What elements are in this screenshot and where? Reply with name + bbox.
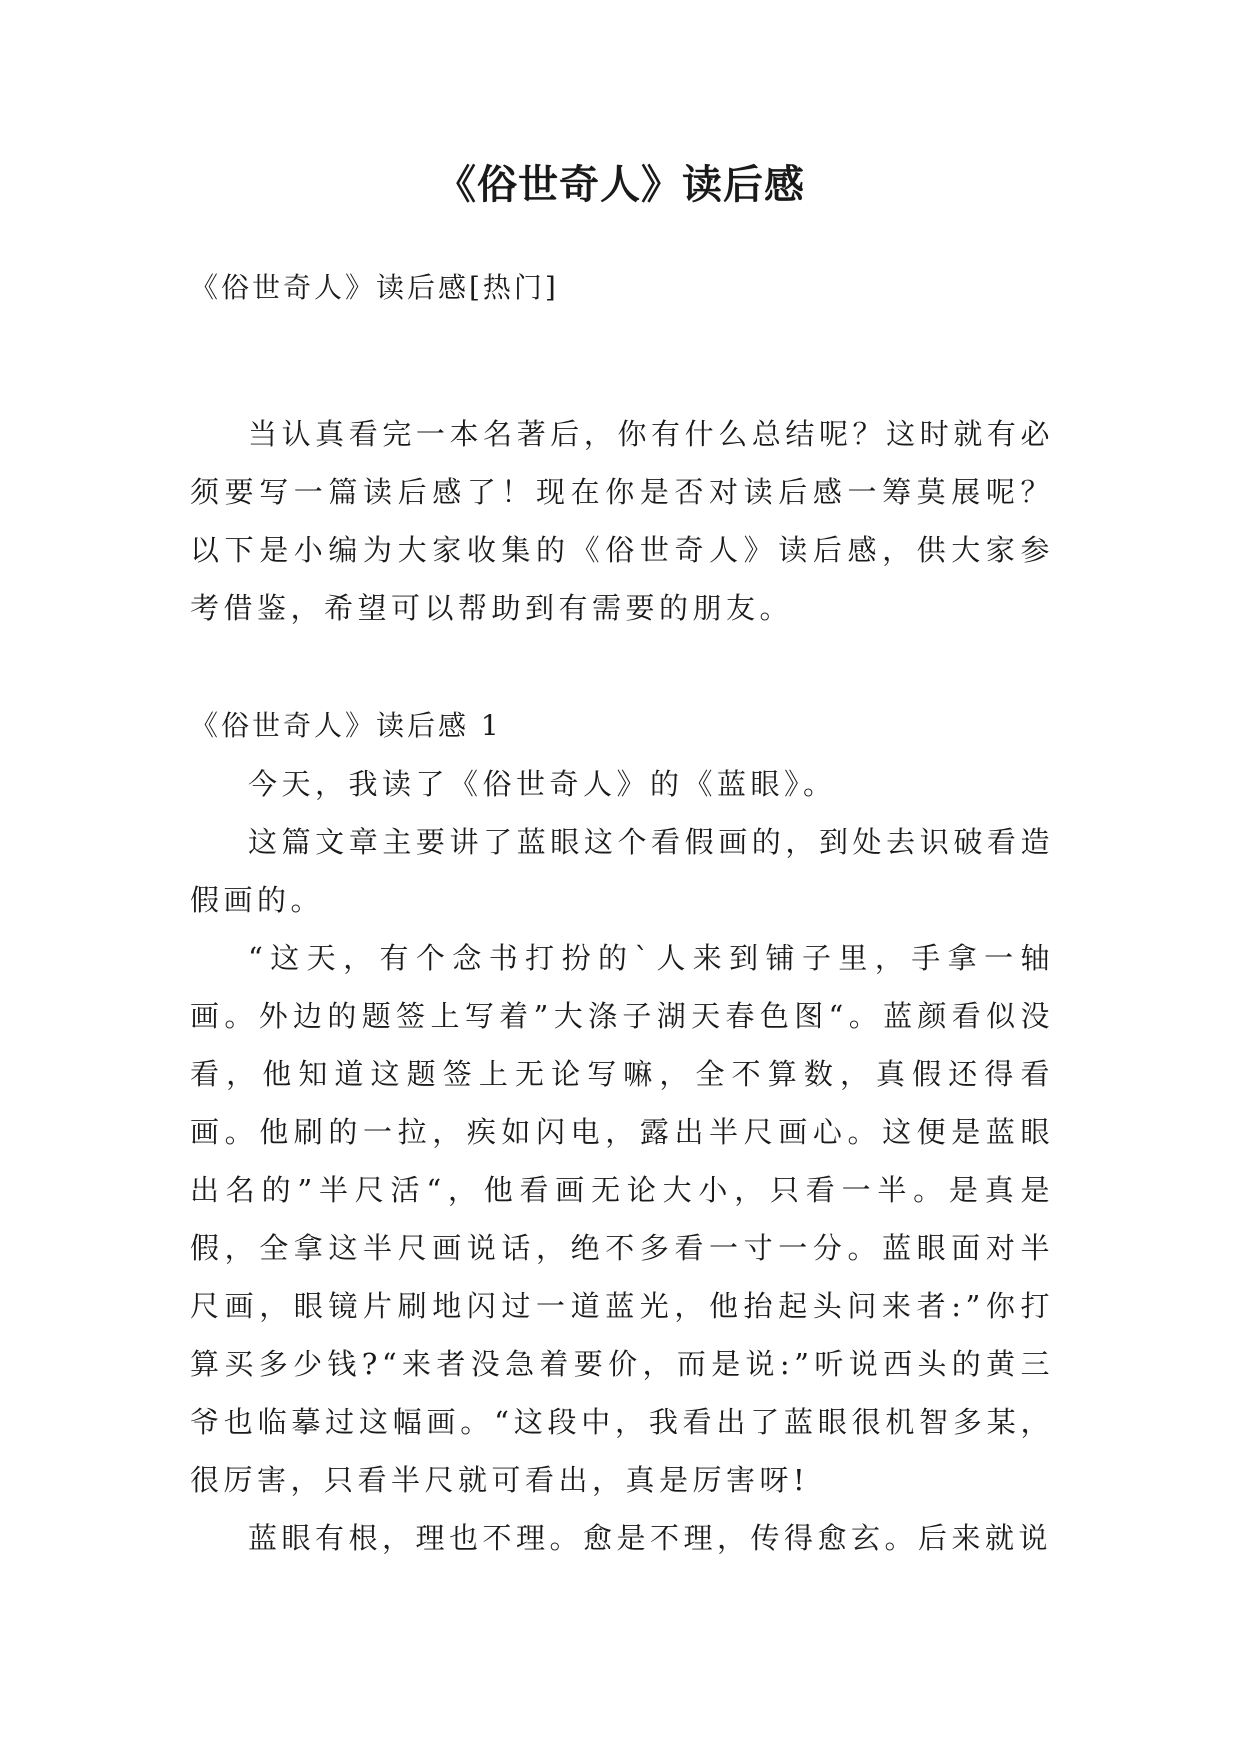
body-paragraph: “这天，有个念书打扮的`人来到铺子里，手拿一轴画。外边的题签上写着”大涤子湖天春色图“。蓝颜看似没看，他知道这题签上无论写嘛，全不算数，真假还得看画。他刷的一拉，疾如闪电，露出半尺画心。这便是蓝眼出名的”半尺活“，他看画无论大小，只看一半。是真是假，全拿这半尺画说话，绝不多看一寸一分。蓝眼面对半尺画，眼镜片刷地闪过一道蓝光，他抬起头问来者:”你打算买多少钱?“来者没急着要价，而是说:”听说西头的黄三爷也临摹过这幅画。“这段中，我看出了蓝眼很机智多某，很厉害，只看半尺就可看出，真是厉害呀! — [190, 941, 1054, 1497]
body-paragraph: 今天，我读了《俗世奇人》的《蓝眼》。 — [248, 767, 837, 801]
body-paragraph: 这篇文章主要讲了蓝眼这个看假画的，到处去识破看造假画的。 — [190, 825, 1054, 917]
document-title: 《俗世奇人》读后感 — [436, 162, 805, 208]
section-1-body — [190, 755, 1054, 1567]
section-heading-1: 《俗世奇人》读后感 1 — [190, 709, 502, 742]
document-subtitle: 《俗世奇人》读后感[热门] — [190, 271, 559, 304]
intro-section — [190, 405, 1054, 637]
body-paragraph: 蓝眼有根，理也不理。愈是不理，传得愈玄。后来就说 — [248, 1521, 1053, 1555]
intro-paragraph: 当认真看完一本名著后，你有什么总结呢？这时就有必须要写一篇读后感了！现在你是否对读后感一筹莫展呢？以下是小编为大家收集的《俗世奇人》读后感，供大家参考借鉴，希望可以帮助到有需要的朋友。 — [190, 417, 1054, 625]
